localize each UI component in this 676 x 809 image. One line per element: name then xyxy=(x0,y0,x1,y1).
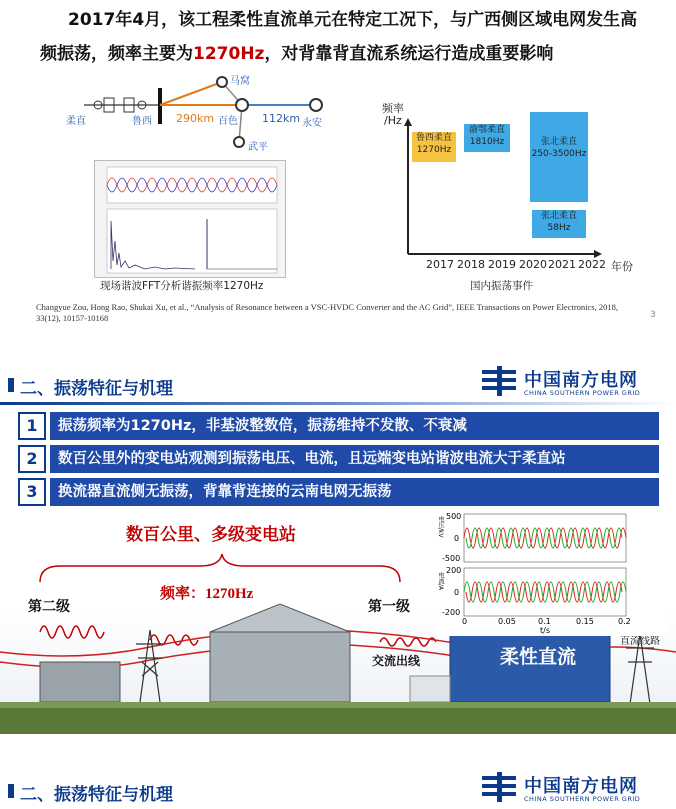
event-yue-value: 1810Hz xyxy=(469,137,505,147)
events-caption: 国内振荡事件 xyxy=(470,280,533,292)
slide1-title-line1: 2017年4月，该工程柔性直流单元在特定工况下，与广西侧区域电网发生高 xyxy=(68,10,638,30)
logo-en-text: CHINA SOUTHERN POWER GRID xyxy=(524,389,641,397)
slide1-title-line2 xyxy=(40,42,553,66)
event-luxi-value: 1270Hz xyxy=(416,145,452,155)
lower-tick-mid: 0 xyxy=(454,588,460,597)
lower-ylabel: 电流/A xyxy=(437,572,444,591)
node-luxi: 鲁西 xyxy=(132,116,152,127)
events-y-label-2: /Hz xyxy=(384,114,402,127)
logo-cn-text: 中国南方电网 xyxy=(524,370,638,391)
x-tick-005: 0.05 xyxy=(498,617,516,626)
event-yue-name: 渝鄂柔直 xyxy=(468,125,505,135)
csg-logo xyxy=(480,364,660,400)
year-2021: 2021 xyxy=(548,258,576,271)
title-text-a: 频振荡，频率主要为 xyxy=(40,44,193,64)
title-freq-highlight: 1270Hz xyxy=(193,44,265,64)
section-marker-3 xyxy=(8,784,14,798)
dc-line-label: 直流线路 xyxy=(620,636,660,647)
event-zhangbei2-name: 张北柔直 xyxy=(540,211,577,221)
level-1-label: 第一级 xyxy=(368,599,410,615)
fft-spectrum-plot xyxy=(95,161,285,277)
csg-logo-3 xyxy=(480,770,660,806)
events-chart xyxy=(382,100,622,275)
node-majiao: 马窝 xyxy=(230,76,250,87)
slide3-section-title: 二、振荡特征与机理 xyxy=(20,785,173,805)
waveform-xlabel: t/s xyxy=(540,626,550,635)
year-2022: 2022 xyxy=(578,258,606,271)
section-divider xyxy=(0,402,676,405)
fft-spectrum-figure xyxy=(94,160,286,278)
logo-cn-text-3: 中国南方电网 xyxy=(524,776,638,797)
x-tick-02: 0.2 xyxy=(618,617,631,626)
bullet-1-text: 振荡频率为1270Hz，非基波整数倍，振荡维持不发散、不衰减 xyxy=(50,412,659,440)
events-y-label-1: 频率 xyxy=(382,102,404,115)
spectrum-caption: 现场谐波FFT分析谐振频率1270Hz xyxy=(100,280,264,292)
ac-line-label: 交流出线 xyxy=(372,654,421,668)
bullet-2 xyxy=(18,445,659,473)
section-marker xyxy=(8,378,14,392)
illustration-freq-label: 频率：1270Hz xyxy=(160,586,254,602)
upper-tick-mid: 0 xyxy=(454,534,460,543)
illustration-heading: 数百公里、多级变电站 xyxy=(126,525,296,545)
node-yongan: 永安 xyxy=(302,118,322,129)
event-zhangbei-box-1 xyxy=(530,112,588,202)
lower-tick-top: 200 xyxy=(446,566,462,575)
node-baise: 百色 xyxy=(218,116,238,127)
event-yue-box xyxy=(464,124,510,152)
citation-line2: 33(12), 10157-10168 xyxy=(36,313,109,323)
distance-112km: 112km xyxy=(262,112,301,125)
event-zhangbei1-value: 250-3500Hz xyxy=(531,149,587,159)
page-number: 3 xyxy=(650,310,656,320)
upper-ylabel: 电压/kV xyxy=(437,516,444,538)
level-2-label: 第二级 xyxy=(28,599,70,615)
bullet-3-number: 3 xyxy=(18,478,46,506)
x-tick-015: 0.15 xyxy=(576,617,594,626)
node-wuping: 武平 xyxy=(248,142,268,153)
event-zhangbei1-name: 张北柔直 xyxy=(540,137,577,147)
citation-line1: Changyue Zou, Hong Rao, Shukai Xu, et al., “Analysis of Resonance between a VSC-HVDC Converter and the AC Grid”, IEEE Transactions on Power Electronics, 2018, xyxy=(36,302,618,312)
waveform-plots xyxy=(436,510,666,636)
year-2017: 2017 xyxy=(426,258,454,271)
event-zhangbei-box-2 xyxy=(532,210,586,238)
csg-logo-icon xyxy=(480,366,518,396)
bullet-2-text: 数百公里外的变电站观测到振荡电压、电流，且远端变电站谐波电流大于柔直站 xyxy=(50,445,659,473)
bullet-1 xyxy=(18,412,659,440)
events-x-suffix: 年份 xyxy=(611,260,633,273)
upper-tick-top: 500 xyxy=(446,512,462,521)
waveform-svg xyxy=(436,510,666,636)
year-2018: 2018 xyxy=(457,258,485,271)
bullet-3 xyxy=(18,478,659,506)
node-rouzhi: 柔直 xyxy=(66,116,86,127)
event-luxi-box xyxy=(412,132,456,162)
csg-logo-icon-3 xyxy=(480,772,518,802)
logo-en-text-3: CHINA SOUTHERN POWER GRID xyxy=(524,795,641,803)
slide2-section-title: 二、振荡特征与机理 xyxy=(20,379,173,399)
x-tick-0: 0 xyxy=(462,617,468,626)
network-diagram xyxy=(66,76,354,156)
year-2020: 2020 xyxy=(519,258,547,271)
x-tick-01: 0.1 xyxy=(538,617,551,626)
event-zhangbei2-value: 58Hz xyxy=(547,223,571,233)
bullet-2-number: 2 xyxy=(18,445,46,473)
bullet-1-number: 1 xyxy=(18,412,46,440)
event-luxi-name: 鲁西柔直 xyxy=(415,133,452,143)
distance-290km: 290km xyxy=(176,112,215,125)
title-text-b: ，对背靠背直流系统运行造成重要影响 xyxy=(264,44,554,64)
bullet-3-text: 换流器直流侧无振荡，背靠背连接的云南电网无振荡 xyxy=(50,478,659,506)
lower-tick-bottom: -200 xyxy=(442,608,461,617)
year-2019: 2019 xyxy=(488,258,516,271)
upper-tick-bottom: -500 xyxy=(442,554,461,563)
converter-station-label: 柔性直流 xyxy=(500,646,577,668)
citation xyxy=(36,302,640,324)
